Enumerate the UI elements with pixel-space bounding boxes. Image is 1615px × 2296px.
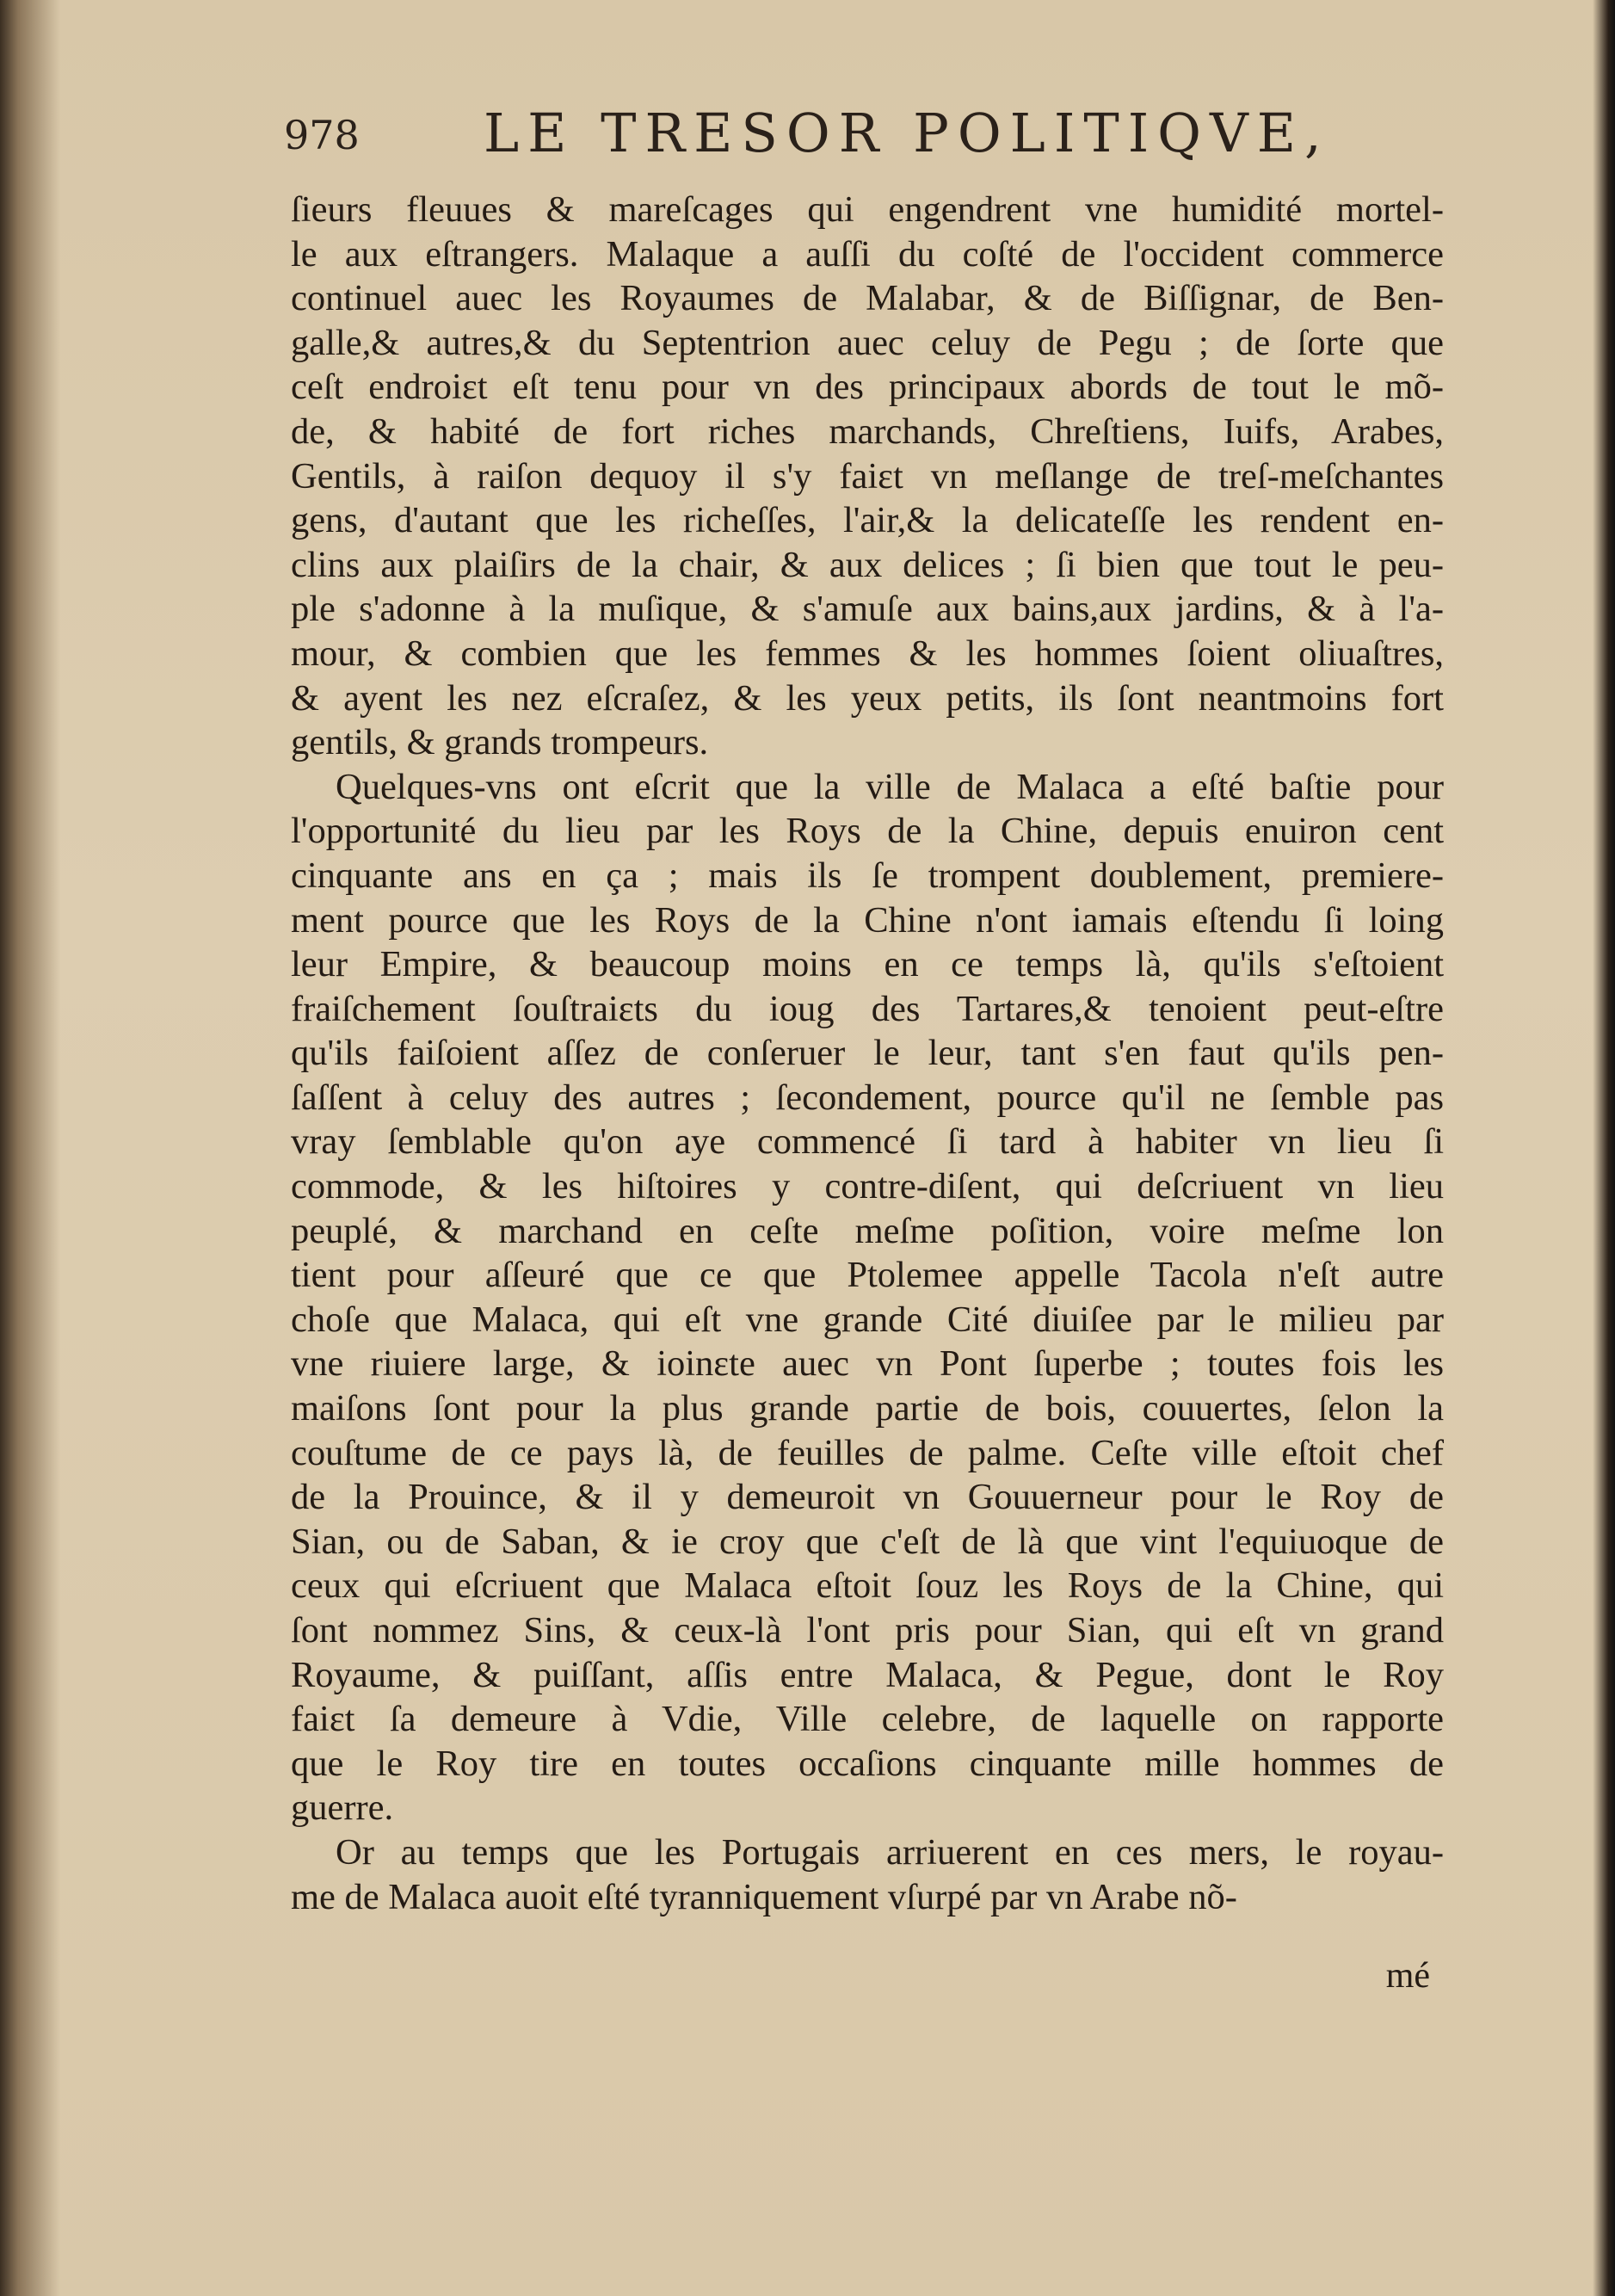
text-line: Gentils, à raiſon dequoy il s'y faiɛt vn meſlange de treſ-meſchantes	[291, 455, 1444, 497]
text-line: commode, & les hiſtoires y contre-diſent, qui deſcriuent vn lieu	[291, 1166, 1444, 1207]
text-line: le aux eſtrangers. Malaque a auſſi du coſté de l'occident commerce	[291, 233, 1444, 275]
text-line: tient pour aſſeuré que ce que Ptolemee appelle Tacola n'eſt autre	[291, 1255, 1444, 1296]
text-line: gentils, & grands trompeurs.	[291, 722, 709, 763]
paragraph	[291, 188, 1444, 765]
text-line: Or au temps que les Portugais arriuerent en ces mers, le royau-	[336, 1831, 1444, 1873]
text-line: vne riuiere large, & ioinɛte auec vn Pont ſuperbe ; toutes fois les	[291, 1343, 1444, 1385]
text-line: couſtume de ce pays là, de feuilles de palme. Ceſte ville eſtoit chef	[291, 1432, 1444, 1473]
text-line: faiɛt ſa demeure à Vdie, Ville celebre, de laquelle on rapporte	[291, 1699, 1444, 1740]
text-line: me de Malaca auoit eſté tyranniquement vſurpé par vn Arabe nõ-	[291, 1876, 1237, 1917]
paragraph	[291, 1830, 1444, 1919]
text-line: maiſons ſont pour la plus grande partie de bois, couuertes, ſelon la	[291, 1388, 1444, 1429]
text-line: peuplé, & marchand en ceſte meſme poſition, voire meſme lon	[291, 1210, 1444, 1251]
text-line: ple s'adonne à la muſique, & s'amuſe aux bains,aux jardins, & à l'a-	[291, 589, 1444, 630]
page-number: 978	[284, 112, 360, 158]
text-line: choſe que Malaca, qui eſt vne grande Cité diuiſee par le milieu par	[291, 1299, 1444, 1340]
paragraph	[291, 765, 1444, 1830]
text-line: & ayent les nez eſcraſez, & les yeux petits, ils ſont neantmoins fort	[291, 677, 1444, 719]
text-line: mour, & combien que les femmes & les hommes ſoient oliuaſtres,	[291, 633, 1444, 674]
text-line: gens, d'autant que les richeſſes, l'air,& la delicateſſe les rendent en-	[291, 500, 1444, 541]
text-line: Royaume, & puiſſant, aſſis entre Malaca, & Pegue, dont le Roy	[291, 1654, 1444, 1695]
running-title: LE TRESOR POLITIQVE,	[484, 102, 1330, 164]
text-line: cinquante ans en ça ; mais ils ſe trompent doublement, premiere-	[291, 855, 1444, 896]
text-line: de, & habité de fort riches marchands, Chreſtiens, Iuifs, Arabes,	[291, 410, 1444, 452]
text-line: Quelques-vns ont eſcrit que la ville de Malaca a eſté baſtie pour	[336, 766, 1444, 807]
text-line: vray ſemblable qu'on aye commencé ſi tard à habiter vn lieu ſi	[291, 1121, 1444, 1163]
text-line: continuel auec les Royaumes de Malabar, & de Biſſignar, de Ben-	[291, 278, 1444, 319]
page-header	[284, 102, 1437, 179]
text-line: galle,& autres,& du Septentrion auec celuy de Pegu ; de ſorte que	[291, 322, 1444, 363]
text-line: ment pource que les Roys de la Chine n'ont iamais eſtendu ſi loing	[291, 899, 1444, 941]
text-line: ſieurs fleuues & mareſcages qui engendrent vne humidité mortel-	[291, 189, 1444, 230]
text-line: que le Roy tire en toutes occaſions cinquante mille hommes de	[291, 1743, 1444, 1784]
text-line: qu'ils faiſoient aſſez de conſeruer le leur, tant s'en faut qu'ils pen-	[291, 1033, 1444, 1074]
body-text	[291, 188, 1444, 1919]
catchword: mé	[1385, 1956, 1430, 1996]
text-line: l'opportunité du lieu par les Roys de la Chine, depuis enuiron cent	[291, 811, 1444, 852]
text-line: ceux qui eſcriuent que Malaca eſtoit ſouz les Roys de la Chine, qui	[291, 1565, 1444, 1607]
text-line: ſont nommez Sins, & ceux-là l'ont pris pour Sian, qui eſt vn grand	[291, 1610, 1444, 1651]
text-line: ceſt endroiɛt eſt tenu pour vn des principaux abords de tout le mõ-	[291, 367, 1444, 408]
text-line: guerre.	[291, 1787, 394, 1829]
text-line: fraiſchement ſouſtraiɛts du ioug des Tartares,& tenoient peut-eſtre	[291, 988, 1444, 1029]
text-line: de la Prouince, & il y demeuroit vn Gouuerneur pour le Roy de	[291, 1477, 1444, 1518]
text-line: clins aux plaiſirs de la chair, & aux delices ; ſi bien que tout le peu-	[291, 544, 1444, 585]
text-line: ſaſſent à celuy des autres ; ſecondement, pource qu'il ne ſemble pas	[291, 1077, 1444, 1118]
text-line: Sian, ou de Saban, & ie croy que c'eſt de là que vint l'equiuoque de	[291, 1521, 1444, 1562]
text-line: leur Empire, & beaucoup moins en ce temps là, qu'ils s'eſtoient	[291, 944, 1444, 985]
